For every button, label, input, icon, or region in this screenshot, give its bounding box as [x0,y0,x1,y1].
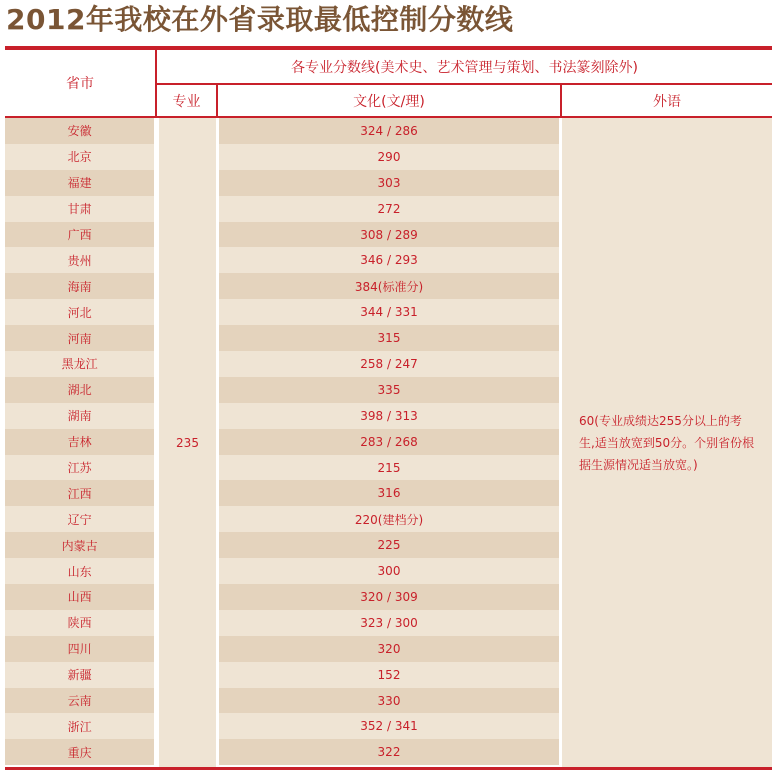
table-header [5,50,772,116]
header-culture: 文化(文/理) [353,93,425,110]
culture-score-cell: 320 [219,636,559,662]
culture-score-cell: 220(建档分) [219,506,559,532]
province-cell: 北京 [5,144,154,170]
culture-score-cell: 322 [219,739,559,765]
province-cell: 内蒙古 [5,532,154,558]
culture-score-cell: 258 / 247 [219,351,559,377]
culture-score-cell: 330 [219,688,559,714]
header-group: 各专业分数线(美术史、艺术管理与策划、书法篆刻除外) [291,59,638,76]
province-cell: 山西 [5,584,154,610]
province-cell: 山东 [5,558,154,584]
culture-score-cell: 303 [219,170,559,196]
province-cell: 福建 [5,170,154,196]
culture-score-cell: 300 [219,558,559,584]
province-cell: 江苏 [5,455,154,481]
province-cell: 河北 [5,299,154,325]
specialty-score-cell: 235 [159,118,216,767]
province-cell: 吉林 [5,429,154,455]
province-cell: 新疆 [5,662,154,688]
culture-score-cell: 316 [219,480,559,506]
province-cell: 河南 [5,325,154,351]
culture-score-cell: 225 [219,532,559,558]
culture-score-cell: 346 / 293 [219,247,559,273]
culture-score-cell: 290 [219,144,559,170]
province-cell: 江西 [5,480,154,506]
table-body [5,118,772,765]
culture-score-cell: 320 / 309 [219,584,559,610]
culture-score-cell: 215 [219,455,559,481]
score-table [5,46,772,770]
province-cell: 海南 [5,273,154,299]
table-bottom-rule [5,767,772,770]
culture-score-cell: 308 / 289 [219,222,559,248]
header-province: 省市 [66,76,94,92]
province-cell: 贵州 [5,247,154,273]
header-foreign: 外语 [653,93,681,110]
culture-score-cell: 324 / 286 [219,118,559,144]
culture-score-cell: 283 / 268 [219,429,559,455]
province-cell: 陕西 [5,610,154,636]
culture-score-cell: 335 [219,377,559,403]
province-cell: 湖南 [5,403,154,429]
foreign-note-cell [562,118,772,767]
province-cell: 广西 [5,222,154,248]
province-cell: 甘肃 [5,196,154,222]
province-cell: 辽宁 [5,506,154,532]
culture-score-cell: 398 / 313 [219,403,559,429]
province-cell: 安徽 [5,118,154,144]
culture-score-cell: 315 [219,325,559,351]
province-cell: 重庆 [5,739,154,765]
page-title: 2012年我校在外省录取最低控制分数线 [6,3,514,36]
province-cell: 黑龙江 [5,351,154,377]
culture-score-cell: 272 [219,196,559,222]
culture-score-cell: 344 / 331 [219,299,559,325]
culture-score-cell: 152 [219,662,559,688]
province-cell: 云南 [5,688,154,714]
header-specialty: 专业 [172,93,201,110]
culture-score-cell: 323 / 300 [219,610,559,636]
province-cell: 浙江 [5,713,154,739]
culture-score-cell: 352 / 341 [219,713,559,739]
culture-score-cell: 384(标准分) [219,273,559,299]
province-cell: 四川 [5,636,154,662]
foreign-note: 60(专业成绩达255分以上的考生,适当放宽到50分。个别省份根据生源情况适当放宽。) [579,413,755,472]
province-cell: 湖北 [5,377,154,403]
